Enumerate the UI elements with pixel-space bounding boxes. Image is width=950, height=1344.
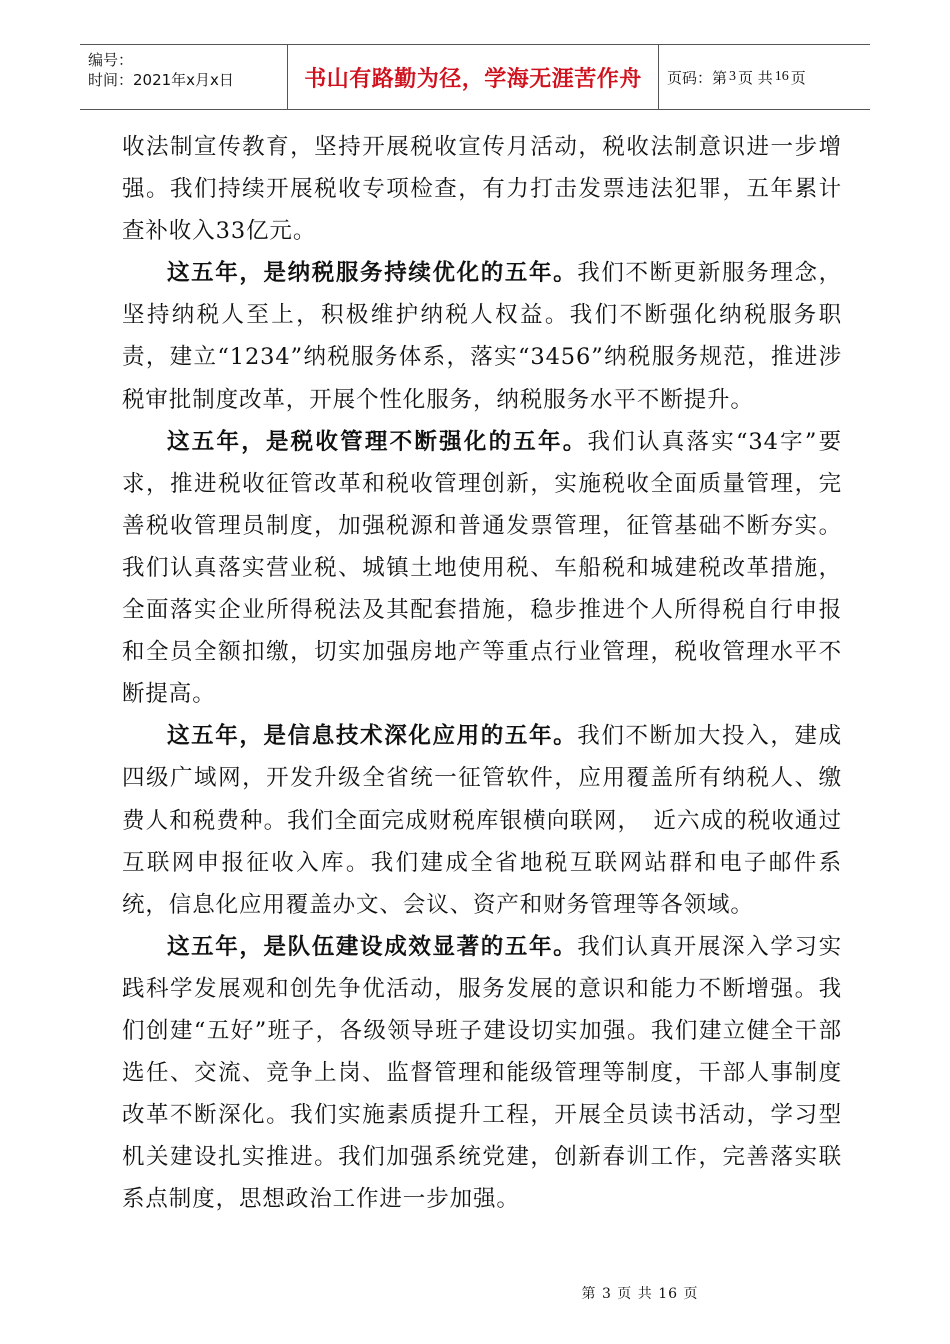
paragraph-text: 我们认真开展深入学习实践科学发展观和创先争优活动，服务发展的意识和能力不断增强。我们创建“五好”班子，各级领导班子建设切实加强。我们建立健全干部选任、交流、竞争上岗、监督管理和能级管理等制度，干部人事制度改革不断深化。我们实施素质提升工程，开展全员读书活动，学习型机关建设扎实推进。我们加强系统党建，创新春训工作，完善落实联系点制度，思想政治工作进一步加强。 xyxy=(122,933,842,1213)
paragraph-tax-service xyxy=(122,252,842,420)
page-total: 16 xyxy=(774,69,789,84)
paragraph-text: 我们认真落实“34字”要求，推进税收征管改革和税收管理创新，实施税收全面质量管理，完善税收管理员制度，加强税源和普通发票管理，征管基础不断夯实。我们认真落实营业税、城镇土地使用税、车船税和城建税改革措施，全面落实企业所得税法及其配套措施，稳步推进个人所得税自行申报和全员全额扣缴，切实加强房地产等重点行业管理，税收管理水平不断提高。 xyxy=(122,428,842,708)
page-suffix: 页 xyxy=(790,68,806,87)
page-current: 3 xyxy=(729,69,737,84)
paragraph-lead: 这五年，是信息技术深化应用的五年。 xyxy=(167,723,578,750)
paragraph-text: 我们不断更新服务理念，坚持纳税人至上，积极维护纳税人权益。我们不断强化纳税服务职责，建立“1234”纳税服务体系，落实“3456”纳税服务规范，推进涉税审批制度改革，开展个性化服务，纳税服务水平不断提升。 xyxy=(122,260,842,413)
document-body xyxy=(122,126,842,1220)
document-number-label: 编号： xyxy=(88,51,134,69)
header-meta xyxy=(80,45,288,109)
page-header xyxy=(80,44,870,110)
paragraph-team-building xyxy=(122,926,842,1221)
page-footer: 第 3 页 共 16 页 xyxy=(581,1286,699,1302)
paragraph-continuation xyxy=(122,126,842,252)
paragraph-text: 收法制宣传教育，坚持开展税收宣传月活动，税收法制意识进一步增强。我们持续开展税收专项检查，有力打击发票违法犯罪，五年累计查补收入33亿元。 xyxy=(122,134,842,245)
document-time-label: 时间：2021年x月x日 xyxy=(88,71,234,89)
paragraph-lead: 这五年，是税收管理不断强化的五年。 xyxy=(167,428,588,455)
paragraph-text: 我们不断加大投入，建成四级广域网，开发升级全省统一征管软件，应用覆盖所有纳税人、缴费人和税费种。我们全面完成财税库银横向联网， 近六成的税收通过互联网申报征收入库。我们建成全省地税互联网站群和电子邮件系统，信息化应用覆盖办文、会议、资产和财务管理等各领域。 xyxy=(122,723,842,918)
header-page-indicator xyxy=(659,45,870,109)
paragraph-lead: 这五年，是队伍建设成效显著的五年。 xyxy=(167,933,578,960)
paragraph-tax-management xyxy=(122,421,842,716)
paragraph-lead: 这五年，是纳税服务持续优化的五年。 xyxy=(167,260,578,287)
paragraph-information-technology xyxy=(122,715,842,925)
page-prefix: 页码：第 xyxy=(667,68,728,87)
header-motto: 书山有路勤为径，学海无涯苦作舟 xyxy=(288,45,659,109)
page-middle: 页 共 xyxy=(738,68,773,87)
